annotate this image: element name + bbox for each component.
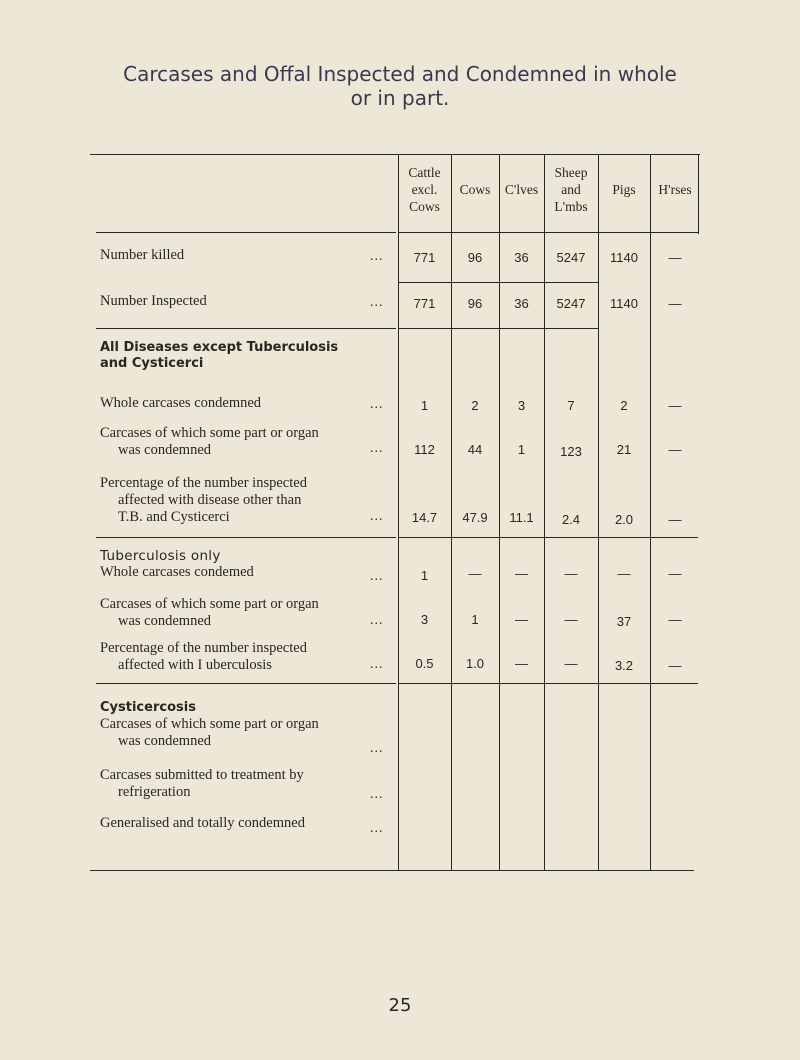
value-cell: 0.5 bbox=[415, 656, 434, 671]
value-cell: 7 bbox=[567, 398, 575, 413]
value-cell: 1 bbox=[420, 568, 429, 583]
value-cell: 3 bbox=[517, 398, 526, 413]
value-cell: 14.7 bbox=[411, 510, 438, 525]
value-cell: — bbox=[668, 398, 682, 413]
leader-dots: ... bbox=[370, 657, 384, 672]
inspected-rule-left bbox=[96, 328, 396, 329]
page-title-line2: or in part. bbox=[350, 86, 450, 110]
value-cell: — bbox=[668, 566, 682, 581]
value-cell: — bbox=[515, 656, 528, 671]
row-label-whole-carcases: Whole carcases condemed bbox=[100, 564, 254, 580]
value-cell: — bbox=[564, 566, 578, 581]
row-label-percentage: Percentage of the number inspected affected with I uberculosis bbox=[100, 640, 307, 673]
value-cell: — bbox=[515, 612, 528, 627]
col-header-cattle: Cattle excl. Cows bbox=[408, 165, 441, 214]
row-label-refrigeration: Carcases submitted to treatment by refrigeration bbox=[100, 767, 304, 800]
row-label-percentage: Percentage of the number inspected affected with disease other than T.B. and Cysticerci bbox=[100, 475, 307, 525]
value-cell: — bbox=[515, 566, 528, 581]
value-cell: — bbox=[668, 612, 682, 627]
section-heading-all-diseases: All Diseases except Tuberculosis and Cysticerci bbox=[100, 340, 339, 371]
value-cell: — bbox=[668, 512, 682, 527]
section1-rule-right bbox=[398, 537, 698, 538]
page-title-line1: Carcases and Offal Inspected and Condemned in whole bbox=[123, 62, 677, 86]
value-cell: 3.2 bbox=[614, 658, 634, 673]
value-cell: 1140 bbox=[610, 296, 638, 311]
leader-dots: ... bbox=[370, 397, 384, 412]
value-cell: — bbox=[564, 656, 578, 671]
row-label-number-killed: Number killed bbox=[100, 247, 185, 263]
value-cell: — bbox=[668, 250, 682, 265]
col-header-horses: H'rses bbox=[658, 182, 692, 197]
value-cell: — bbox=[668, 658, 682, 673]
value-cell: 36 bbox=[514, 250, 529, 265]
top-rule bbox=[90, 154, 700, 155]
value-cell: 771 bbox=[413, 250, 436, 265]
inspected-rule-right bbox=[398, 328, 598, 329]
value-cell: 1 bbox=[517, 442, 526, 457]
section-heading-cysticercosis: Cysticercosis bbox=[100, 700, 196, 715]
row-label-part-condemned: Carcases of which some part or organ was condemned bbox=[100, 425, 319, 458]
value-cell: 2 bbox=[620, 398, 628, 413]
value-cell: — bbox=[468, 566, 482, 581]
value-cell: 1 bbox=[420, 398, 429, 413]
leader-dots: ... bbox=[370, 741, 384, 756]
value-cell: 36 bbox=[514, 296, 529, 311]
value-cell: 44 bbox=[467, 442, 483, 457]
value-cell: — bbox=[668, 442, 682, 457]
row-label-part-condemned: Carcases of which some part or organ was condemned bbox=[100, 596, 319, 629]
row-label-number-inspected: Number Inspected bbox=[100, 293, 207, 309]
row-label-part-condemned: Carcases of which some part or organ was condemned bbox=[100, 716, 319, 749]
value-cell: 1140 bbox=[610, 250, 638, 265]
row-label-generalised: Generalised and totally condemned bbox=[100, 815, 305, 831]
value-cell: 123 bbox=[560, 444, 582, 459]
value-cell: 11.1 bbox=[509, 510, 534, 525]
section2-rule-left bbox=[96, 683, 396, 684]
leader-dots: ... bbox=[370, 613, 384, 628]
bottom-rule bbox=[90, 870, 694, 871]
section-heading-tuberculosis: Tuberculosis only bbox=[100, 548, 221, 564]
col-header-calves: C'lves bbox=[504, 182, 539, 197]
value-cell: 2 bbox=[471, 398, 479, 413]
killed-rule bbox=[398, 282, 598, 283]
value-cell: — bbox=[617, 566, 631, 581]
value-cell: 2.0 bbox=[614, 512, 634, 527]
value-cell: 1 bbox=[471, 612, 479, 627]
value-cell: 37 bbox=[616, 614, 632, 629]
section2-rule-right bbox=[398, 683, 698, 684]
section1-rule-left bbox=[96, 537, 396, 538]
value-cell: 96 bbox=[467, 250, 483, 265]
header-rule-left bbox=[96, 232, 396, 233]
leader-dots: ... bbox=[370, 569, 384, 584]
col-header-cows: Cows bbox=[459, 182, 491, 197]
value-cell: 21 bbox=[616, 442, 632, 457]
value-cell: — bbox=[564, 612, 578, 627]
leader-dots: ... bbox=[370, 509, 384, 524]
leader-dots: ... bbox=[370, 821, 384, 836]
page-number: 25 bbox=[388, 995, 412, 1016]
value-cell: 3 bbox=[420, 612, 429, 627]
leader-dots: ... bbox=[370, 787, 384, 802]
leader-dots: ... bbox=[370, 249, 384, 264]
col-header-sheep: Sheep and L'mbs bbox=[554, 165, 588, 214]
value-cell: 2.4 bbox=[561, 512, 581, 527]
value-cell: 771 bbox=[413, 296, 436, 311]
value-cell: — bbox=[668, 296, 682, 311]
row-label-whole-carcases: Whole carcases condemned bbox=[100, 395, 262, 411]
value-cell: 5247 bbox=[556, 250, 586, 265]
leader-dots: ... bbox=[370, 295, 384, 310]
value-cell: 112 bbox=[414, 442, 435, 457]
value-cell: 5247 bbox=[556, 296, 586, 311]
value-cell: 96 bbox=[467, 296, 483, 311]
col-header-pigs: Pigs bbox=[612, 182, 636, 197]
value-cell: 1.0 bbox=[465, 656, 485, 671]
value-cell: 47.9 bbox=[462, 510, 488, 525]
leader-dots: ... bbox=[370, 441, 384, 456]
header-rule-right bbox=[398, 232, 698, 233]
